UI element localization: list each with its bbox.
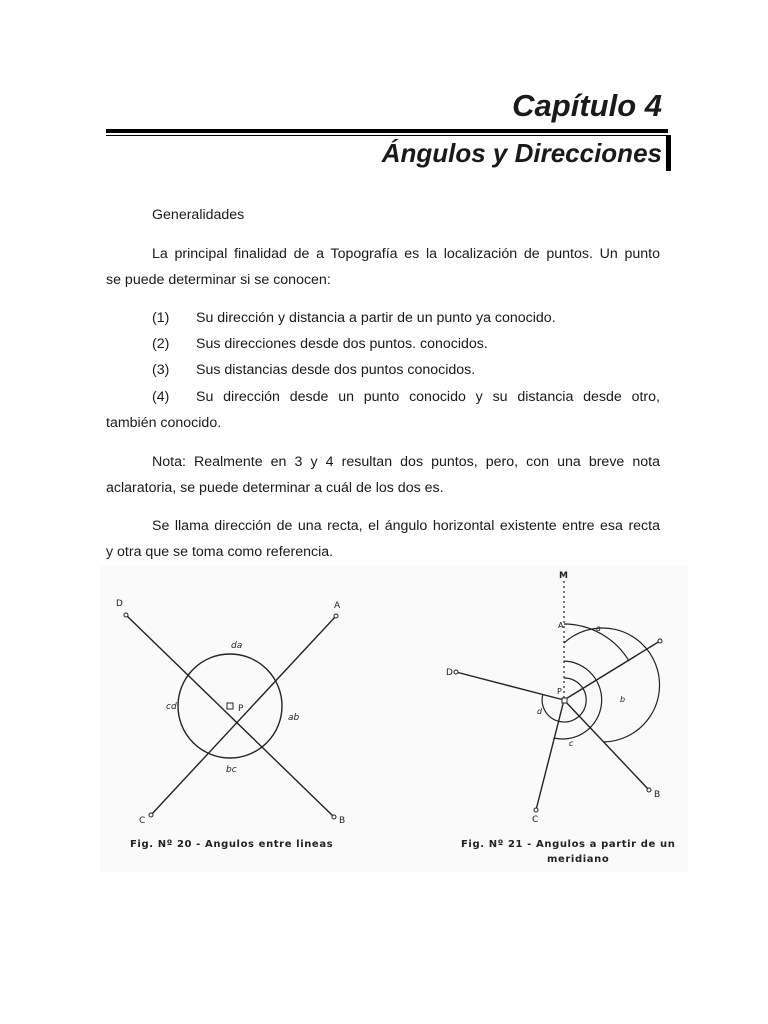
fig21-label-a-tick: A bbox=[558, 621, 564, 630]
figure-21 bbox=[446, 571, 675, 865]
fig21-label-a: a bbox=[596, 624, 601, 633]
definition-line-2: y otra que se toma como referencia. bbox=[106, 544, 334, 560]
fig21-label-c: C bbox=[532, 815, 539, 825]
figures-svg bbox=[100, 566, 688, 872]
fig20-point-a bbox=[334, 614, 338, 618]
chapter-number: Capítulo 4 bbox=[512, 88, 662, 123]
fig21-line-a bbox=[564, 641, 660, 700]
fig21-point-c bbox=[534, 808, 538, 812]
fig21-caption-line-2: meridiano bbox=[547, 854, 610, 865]
fig21-label-b: B bbox=[654, 790, 661, 800]
item-4-text: Su dirección desde un punto conocido y su distancia desde otro, bbox=[196, 389, 660, 405]
fig20-label-p: P bbox=[238, 704, 244, 714]
fig20-caption: Fig. Nº 20 - Angulos entre lineas bbox=[130, 839, 334, 850]
fig20-label-da: da bbox=[231, 641, 243, 651]
figures-panel bbox=[100, 566, 688, 872]
fig21-line-d bbox=[456, 672, 564, 700]
fig20-label-c: C bbox=[139, 816, 146, 826]
fig21-label-m: M bbox=[559, 571, 568, 581]
fig20-label-ab: ab bbox=[288, 713, 300, 723]
item-3-text: Sus distancias desde dos puntos conocidos. bbox=[196, 362, 476, 378]
item-3-number: (3) bbox=[152, 362, 170, 378]
fig21-label-b-arc: b bbox=[620, 695, 626, 704]
fig21-point-d bbox=[454, 670, 458, 674]
fig20-line-db bbox=[126, 615, 334, 817]
item-1-number: (1) bbox=[152, 310, 170, 326]
fig21-line-b bbox=[564, 700, 649, 790]
fig21-label-c-arc: c bbox=[569, 739, 574, 748]
fig21-label-p: P bbox=[557, 687, 562, 696]
fig20-point-d bbox=[124, 613, 128, 617]
intro-line-2: se puede determinar si se conocen: bbox=[106, 272, 331, 288]
note-line-1: Nota: Realmente en 3 y 4 resultan dos puntos, pero, con una breve nota bbox=[152, 454, 660, 470]
fig20-center-point bbox=[227, 703, 233, 709]
note-line-2: aclaratoria, se puede determinar a cuál de los dos es. bbox=[106, 480, 444, 496]
fig20-point-b bbox=[332, 815, 336, 819]
item-1-text: Su dirección y distancia a partir de un punto ya conocido. bbox=[196, 310, 556, 326]
definition-line-1: Se llama dirección de una recta, el ángulo horizontal existente entre esa recta bbox=[152, 518, 660, 534]
intro-line-1: La principal finalidad de a Topografía es la localización de puntos. Un punto bbox=[152, 246, 660, 262]
item-2-text: Sus direcciones desde dos puntos. conocidos. bbox=[196, 336, 488, 352]
fig21-point-b bbox=[647, 788, 651, 792]
fig21-center-point bbox=[562, 698, 567, 703]
header-rule-thick bbox=[106, 129, 668, 133]
fig20-label-b: B bbox=[339, 816, 346, 826]
header-rule-thin bbox=[106, 135, 668, 136]
fig21-label-d: D bbox=[446, 668, 453, 678]
fig20-point-c bbox=[149, 813, 153, 817]
item-2-number: (2) bbox=[152, 336, 170, 352]
chapter-title: Ángulos y Direcciones bbox=[381, 138, 662, 168]
fig20-label-d: D bbox=[116, 599, 123, 609]
fig21-point-a bbox=[658, 639, 662, 643]
fig21-label-d-arc: d bbox=[537, 707, 543, 716]
fig20-label-cd: cd bbox=[166, 702, 177, 712]
header-vertical-bar bbox=[666, 135, 671, 171]
item-4-continuation: también conocido. bbox=[106, 415, 222, 431]
section-heading: Generalidades bbox=[152, 207, 245, 223]
fig20-label-bc: bc bbox=[226, 765, 237, 775]
fig21-caption-line-1: Fig. Nº 21 - Angulos a partir de un bbox=[461, 839, 676, 850]
item-4-number: (4) bbox=[152, 389, 170, 405]
figure-20 bbox=[116, 599, 345, 850]
fig20-label-a: A bbox=[334, 601, 341, 611]
fig21-arc-c bbox=[554, 661, 602, 739]
fig21-arc-b bbox=[564, 628, 660, 742]
